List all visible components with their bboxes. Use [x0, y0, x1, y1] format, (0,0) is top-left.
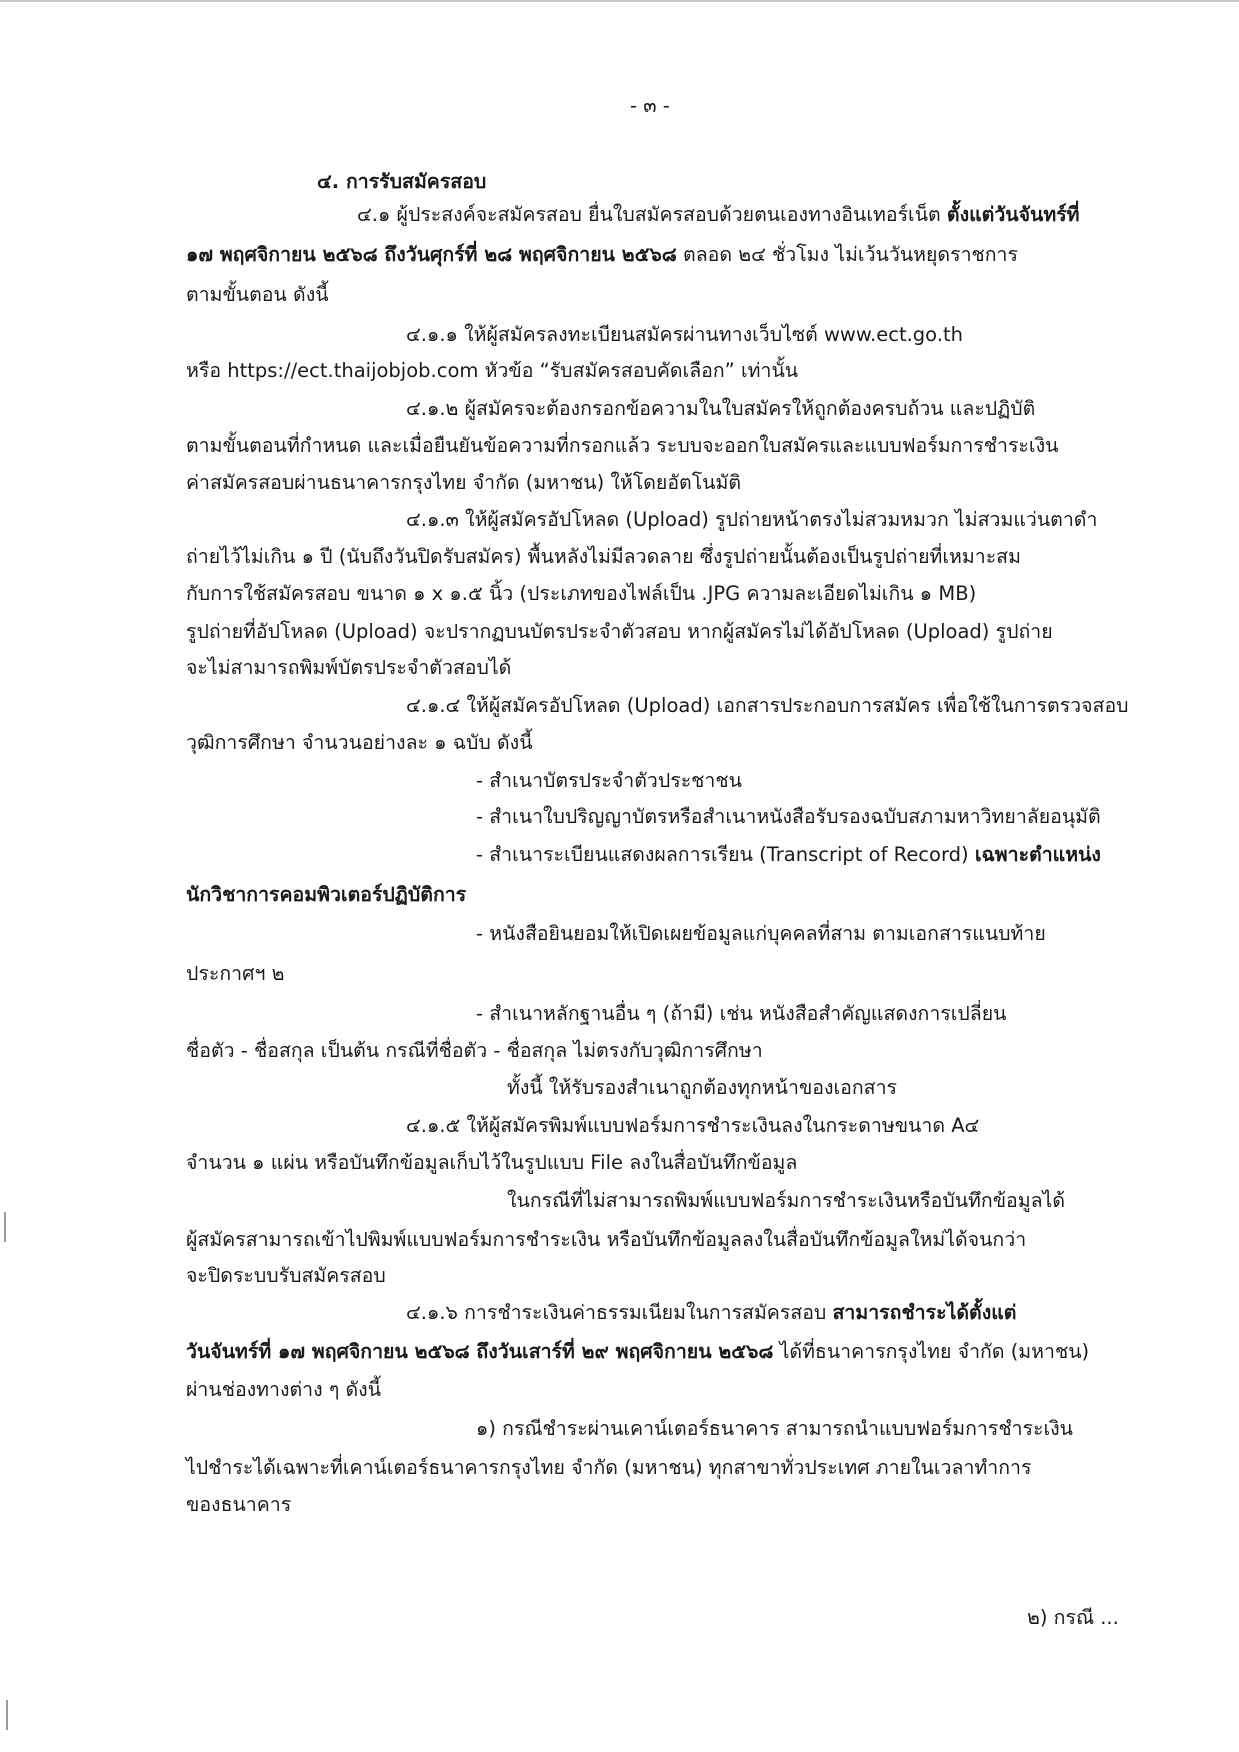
bold-text: สามารถชำระได้ตั้งแต่ — [832, 1301, 1017, 1324]
paragraph-line: ๔.๑.๓ ให้ผู้สมัครอัปโหลด (Upload) รูปถ่ายหน้าตรงไม่สวมหมวก ไม่สวมแว่นตาดำ — [406, 508, 1098, 531]
paragraph-line: ๔.๑.๒ ผู้สมัครจะต้องกรอกข้อความในใบสมัครให้ถูกต้องครบถ้วน และปฏิบัติ — [406, 397, 1036, 420]
paragraph-line: ของธนาคาร — [186, 1493, 292, 1516]
paragraph-line — [186, 241, 1018, 269]
paragraph-line: จะปิดระบบรับสมัครสอบ — [186, 1264, 386, 1287]
paragraph-line: ผ่านช่องทางต่าง ๆ ดังนี้ — [186, 1378, 382, 1401]
list-item: - สำเนาบัตรประจำตัวประชาชน — [476, 769, 742, 792]
list-item: - สำเนาใบปริญญาบัตรหรือสำเนาหนังสือรับรองฉบับสภามหาวิทยาลัยอนุมัติ — [476, 805, 1101, 828]
list-item: - สำเนาหลักฐานอื่น ๆ (ถ้ามี) เช่น หนังสือสำคัญแสดงการเปลี่ยน — [476, 1002, 1007, 1025]
paragraph-line: ถ่ายไว้ไม่เกิน ๑ ปี (นับถึงวันปิดรับสมัคร) พื้นหลังไม่มีลวดลาย ซึ่งรูปถ่ายนั้นต้องเป็นรูปถ่ายที่เหมาะสม — [186, 545, 1021, 568]
paragraph-line: หรือ https://ect.thaijobjob.com หัวข้อ “รับสมัครสอบคัดเลือก” เท่านั้น — [186, 359, 799, 382]
scan-edge-top — [0, 0, 1239, 2]
page-number: - ๓ - — [630, 94, 670, 117]
paragraph-line: รูปถ่ายที่อัปโหลด (Upload) จะปรากฏบนบัตรประจำตัวสอบ หากผู้สมัครไม่ได้อัปโหลด (Upload) รูปถ่าย — [186, 620, 1053, 643]
paragraph-line: ตามขั้นตอนที่กำหนด และเมื่อยืนยันข้อความที่กรอกแล้ว ระบบจะออกใบสมัครและแบบฟอร์มการชำระเงิน — [186, 434, 1059, 457]
bold-text: ตั้งแต่วันจันทร์ที่ — [946, 203, 1080, 226]
text: ๔.๑.๖ การชำระเงินค่าธรรมเนียมในการสมัครสอบ — [406, 1301, 827, 1324]
list-item: - หนังสือยินยอมให้เปิดเผยข้อมูลแก่บุคคลที่สาม ตามเอกสารแนบท้าย — [476, 922, 1046, 945]
paragraph-line: ไปชำระได้เฉพาะที่เคาน์เตอร์ธนาคารกรุงไทย จำกัด (มหาชน) ทุกสาขาทั่วประเทศ ภายในเวลาทำการ — [186, 1456, 1032, 1479]
paragraph-line: ๑) กรณีชำระผ่านเคาน์เตอร์ธนาคาร สามารถนำแบบฟอร์มการชำระเงิน — [476, 1417, 1074, 1440]
paragraph-line: ค่าสมัครสอบผ่านธนาคารกรุงไทย จำกัด (มหาชน) ให้โดยอัตโนมัติ — [186, 471, 742, 494]
bold-text: วันจันทร์ที่ ๑๗ พฤศจิกายน ๒๕๖๘ ถึงวันเสาร์ที่ ๒๙ พฤศจิกายน ๒๕๖๘ — [186, 1340, 774, 1363]
paragraph-line: ๔.๑.๕ ให้ผู้สมัครพิมพ์แบบฟอร์มการชำระเงินลงในกระดาษขนาด A๔ — [406, 1114, 980, 1137]
section-heading: ๔. การรับสมัครสอบ — [317, 170, 487, 193]
text: ๔.๑ ผู้ประสงค์จะสมัครสอบ ยื่นใบสมัครสอบด้วยตนเองทางอินเทอร์เน็ต — [357, 203, 941, 226]
paragraph-line: จำนวน ๑ แผ่น หรือบันทึกข้อมูลเก็บไว้ในรูปแบบ File ลงในสื่อบันทึกข้อมูล — [186, 1151, 798, 1174]
list-item-continuation: นักวิชาการคอมพิวเตอร์ปฏิบัติการ — [186, 883, 467, 906]
paragraph-line: ในกรณีที่ไม่สามารถพิมพ์แบบฟอร์มการชำระเงินหรือบันทึกข้อมูลได้ — [507, 1189, 1066, 1212]
paragraph-line: ๔.๑.๔ ให้ผู้สมัครอัปโหลด (Upload) เอกสารประกอบการสมัคร เพื่อใช้ในการตรวจสอบ — [406, 694, 1129, 717]
paragraph-line: จะไม่สามารถพิมพ์บัตรประจำตัวสอบได้ — [186, 656, 512, 679]
paragraph-line — [406, 1299, 1016, 1327]
paragraph-line — [186, 1338, 1089, 1366]
paragraph-line — [357, 201, 1080, 229]
list-item-continuation: ประกาศฯ ๒ — [186, 962, 285, 985]
list-item-continuation: ชื่อตัว - ชื่อสกุล เป็นต้น กรณีที่ชื่อตัว - ชื่อสกุล ไม่ตรงกับวุฒิการศึกษา — [186, 1039, 763, 1062]
text: ตลอด ๒๔ ชั่วโมง ไม่เว้นวันหยุดราชการ — [683, 243, 1018, 266]
scan-speck — [6, 1700, 8, 1730]
note-line: ทั้งนี้ ให้รับรองสำเนาถูกต้องทุกหน้าของเอกสาร — [507, 1076, 898, 1099]
bold-text: เฉพาะตำแหน่ง — [974, 843, 1101, 866]
continuation-marker: ๒) กรณี ... — [1027, 1606, 1119, 1629]
scan-speck — [4, 1212, 6, 1242]
list-item — [476, 841, 1101, 869]
text: ได้ที่ธนาคารกรุงไทย จำกัด (มหาชน) — [779, 1340, 1090, 1363]
paragraph-line: ๔.๑.๑ ให้ผู้สมัครลงทะเบียนสมัครผ่านทางเว็บไซต์ www.ect.go.th — [406, 323, 963, 346]
paragraph-line: วุฒิการศึกษา จำนวนอย่างละ ๑ ฉบับ ดังนี้ — [186, 731, 533, 754]
text: - สำเนาระเบียนแสดงผลการเรียน (Transcript of Record) — [476, 843, 969, 866]
paragraph-line: กับการใช้สมัครสอบ ขนาด ๑ x ๑.๕ นิ้ว (ประเภทของไฟล์เป็น .JPG ความละเอียดไม่เกิน ๑ MB) — [186, 582, 977, 605]
paragraph-line: ตามขั้นตอน ดังนี้ — [186, 283, 329, 306]
bold-text: ๑๗ พฤศจิกายน ๒๕๖๘ ถึงวันศุกร์ที่ ๒๘ พฤศจิกายน ๒๕๖๘ — [186, 243, 677, 266]
paragraph-line: ผู้สมัครสามารถเข้าไปพิมพ์แบบฟอร์มการชำระเงิน หรือบันทึกข้อมูลลงในสื่อบันทึกข้อมูลใหม่ได้จนกว่า — [186, 1228, 1027, 1251]
